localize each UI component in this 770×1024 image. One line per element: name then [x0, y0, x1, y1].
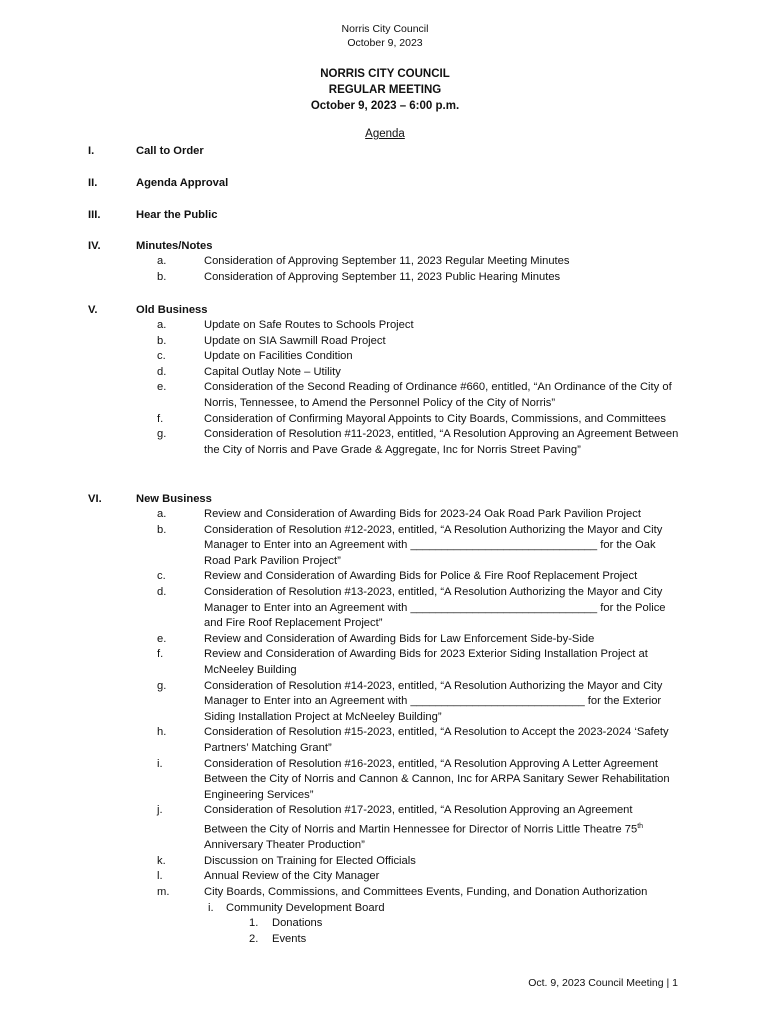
item-text-main: City Boards, Commissions, and Committees Events, Funding, and Donation Authorization: [204, 885, 648, 898]
item-text: [204, 318, 679, 334]
agenda-item: [0, 412, 770, 428]
item-text-main: Consideration of Resolution #17-2023, entitled, “A Resolution Approving an Agreement Between the City of Norris and Martin Hennessee for Director of Norris Little Theatre 75: [204, 804, 638, 836]
item-letter: k.: [157, 854, 166, 867]
item-letter: m.: [157, 885, 170, 898]
agenda-item: [0, 334, 770, 350]
item-text: [204, 725, 679, 756]
title-line3: October 9, 2023 – 6:00 p.m.: [310, 100, 460, 112]
page-footer: Oct. 9, 2023 Council Meeting | 1: [528, 977, 678, 989]
item-text: [204, 349, 679, 365]
item-text: [204, 412, 679, 428]
item-text-main: Annual Review of the City Manager: [204, 870, 380, 883]
section-heading: [0, 207, 770, 223]
agenda-item: [0, 869, 770, 885]
item-letter: a.: [157, 319, 167, 331]
item-text-main: Update on Facilities Condition: [204, 350, 353, 363]
item-letter: b.: [157, 334, 167, 347]
item-letter: c.: [157, 570, 166, 583]
section-title: Agenda Approval: [136, 177, 229, 189]
agenda-section: [0, 491, 770, 947]
item-letter: c.: [157, 350, 166, 363]
agenda-item: [0, 523, 770, 570]
item-letter: j.: [157, 804, 163, 817]
agenda-item: [0, 380, 770, 411]
item-letter: h.: [157, 726, 167, 739]
sub-sub-item-label: 1.: [249, 917, 259, 930]
agenda-item: [0, 679, 770, 726]
section-title: Old Business: [136, 304, 208, 316]
item-text-main: Discussion on Training for Elected Officials: [204, 854, 416, 867]
agenda-label: Agenda: [365, 128, 405, 140]
section-title: Minutes/Notes: [136, 240, 213, 252]
section-number: I.: [88, 145, 95, 157]
item-text-main: Consideration of Resolution #13-2023, entitled, “A Resolution Authorizing the Mayor and City Manager to Enter into an Agreement with ______________________________ for the Police and Fire Roof Replacement Project”: [204, 585, 666, 630]
item-text: [204, 427, 679, 458]
item-text-main: Consideration of Resolution #16-2023, entitled, “A Resolution Approving A Letter Agreement Between the City of Norris and Cannon & Cannon, Inc for ARPA Sanitary Sewer Rehabilitation Engineering Services”: [204, 757, 670, 801]
item-letter: e.: [157, 632, 167, 645]
agenda-item: [0, 365, 770, 381]
section-heading: [0, 302, 770, 318]
item-letter: a.: [157, 508, 167, 520]
agenda-section: [0, 175, 770, 191]
item-letter: d.: [157, 365, 167, 378]
item-letter: b.: [157, 523, 167, 536]
item-letter: g.: [157, 428, 167, 441]
sub-sub-item-text: Donations: [272, 917, 323, 930]
item-letter: g.: [157, 679, 167, 692]
item-text: [204, 632, 679, 648]
agenda-item: [0, 585, 770, 632]
section-number: II.: [88, 177, 98, 189]
item-text-main: Consideration of the Second Reading of Ordinance #660, entitled, “An Ordinance of the City of Norris, Tennessee, to Amend the Personnel Policy of the City of Norris”: [204, 381, 672, 409]
item-text: [204, 854, 679, 870]
sub-item-label: i.: [208, 901, 214, 914]
sub-sub-item-text: Events: [272, 932, 307, 945]
header-line1: Norris City Council: [341, 23, 429, 35]
section-number: III.: [88, 209, 101, 221]
item-text-main: Review and Consideration of Awarding Bids for Police & Fire Roof Replacement Project: [204, 570, 638, 583]
item-text-main: Consideration of Confirming Mayoral Appoints to City Boards, Commissions, and Committees: [204, 412, 666, 425]
agenda-item: [0, 854, 770, 870]
section-number: IV.: [88, 240, 101, 252]
header-line2: October 9, 2023: [347, 37, 423, 49]
agenda-item: [0, 318, 770, 334]
item-text: [204, 569, 679, 585]
sub-sub-item: [0, 932, 770, 948]
agenda-item: [0, 725, 770, 756]
item-text: [204, 523, 679, 570]
section-title: Call to Order: [136, 145, 204, 157]
item-text-main: Consideration of Resolution #14-2023, entitled, “A Resolution Authorizing the Mayor and City Manager to Enter into an Agreement with ____________________________ for the Exterior Siding Installation Project at McNeeley Building”: [204, 679, 663, 723]
item-letter: b.: [157, 270, 167, 283]
agenda-section: [0, 143, 770, 159]
agenda-section: [0, 207, 770, 223]
item-text-main: Consideration of Approving September 11, 2023 Public Hearing Minutes: [204, 270, 561, 283]
agenda-item: [0, 803, 770, 854]
item-text-main: Update on Safe Routes to Schools Project: [204, 319, 414, 331]
agenda-item: [0, 569, 770, 585]
sub-sub-item-label: 2.: [249, 932, 259, 945]
item-letter: a.: [157, 255, 167, 267]
sub-sub-item: [0, 916, 770, 932]
agenda-item: [0, 632, 770, 648]
section-number: VI.: [88, 493, 102, 505]
item-text-main: Consideration of Resolution #11-2023, entitled, “A Resolution Approving an Agreement Between the City of Norris and Pave Grade & Aggregate, Inc for Norris Street Paving”: [204, 428, 679, 456]
item-text-main: Review and Consideration of Awarding Bids for 2023-24 Oak Road Park Pavilion Project: [204, 508, 641, 520]
agenda-section: [0, 302, 770, 458]
sub-item: [0, 901, 770, 917]
item-text-continued: Anniversary Theater Production”: [204, 839, 365, 852]
agenda-item: [0, 507, 770, 523]
item-text-superscript: th: [637, 822, 644, 830]
item-text-main: Review and Consideration of Awarding Bids for 2023 Exterior Siding Installation Project at McNeeley Building: [204, 648, 648, 676]
agenda-item: [0, 427, 770, 458]
item-text: [204, 365, 679, 381]
item-text: [204, 334, 679, 350]
item-text-main: Update on SIA Sawmill Road Project: [204, 334, 386, 347]
item-text-main: Capital Outlay Note – Utility: [204, 365, 341, 378]
item-text: [204, 679, 679, 726]
meeting-title: [0, 66, 770, 114]
item-text-main: Consideration of Approving September 11, 2023 Regular Meeting Minutes: [204, 255, 570, 267]
agenda-item: [0, 757, 770, 804]
agenda-section: [0, 238, 770, 285]
item-text: [204, 869, 679, 885]
item-letter: d.: [157, 585, 167, 598]
section-heading: [0, 143, 770, 159]
item-text: [204, 885, 679, 901]
sub-item-text: Community Development Board: [226, 901, 385, 914]
page-header: [0, 22, 770, 50]
item-text: [204, 803, 679, 854]
item-letter: f.: [157, 648, 164, 661]
item-text: [204, 380, 679, 411]
section-heading: [0, 175, 770, 191]
title-line1: NORRIS CITY COUNCIL: [320, 68, 450, 80]
item-text-main: Consideration of Resolution #12-2023, entitled, “A Resolution Authorizing the Mayor and City Manager to Enter into an Agreement with ______________________________ for the Oak Road Park Pavilion Project”: [204, 523, 663, 567]
item-text: [204, 254, 679, 270]
section-title: Hear the Public: [136, 209, 218, 221]
section-title: New Business: [136, 493, 212, 505]
section-heading: [0, 491, 770, 507]
item-text: [204, 585, 679, 632]
item-letter: f.: [157, 412, 164, 425]
agenda-item: [0, 254, 770, 270]
item-letter: e.: [157, 381, 167, 394]
agenda-item: [0, 885, 770, 901]
item-text-main: Consideration of Resolution #15-2023, entitled, “A Resolution to Accept the 2023-2024 ‘Safety Partners’ Matching Grant”: [204, 726, 669, 754]
section-number: V.: [88, 304, 98, 316]
agenda-item: [0, 270, 770, 286]
item-text: [204, 647, 679, 678]
section-heading: [0, 238, 770, 254]
item-letter: l.: [157, 870, 163, 883]
item-text-main: Review and Consideration of Awarding Bids for Law Enforcement Side-by-Side: [204, 632, 595, 645]
agenda-item: [0, 349, 770, 365]
item-letter: i.: [157, 757, 163, 770]
agenda-item: [0, 647, 770, 678]
item-text: [204, 270, 679, 286]
item-text: [204, 757, 679, 804]
title-line2: REGULAR MEETING: [328, 84, 442, 96]
item-text: [204, 507, 679, 523]
